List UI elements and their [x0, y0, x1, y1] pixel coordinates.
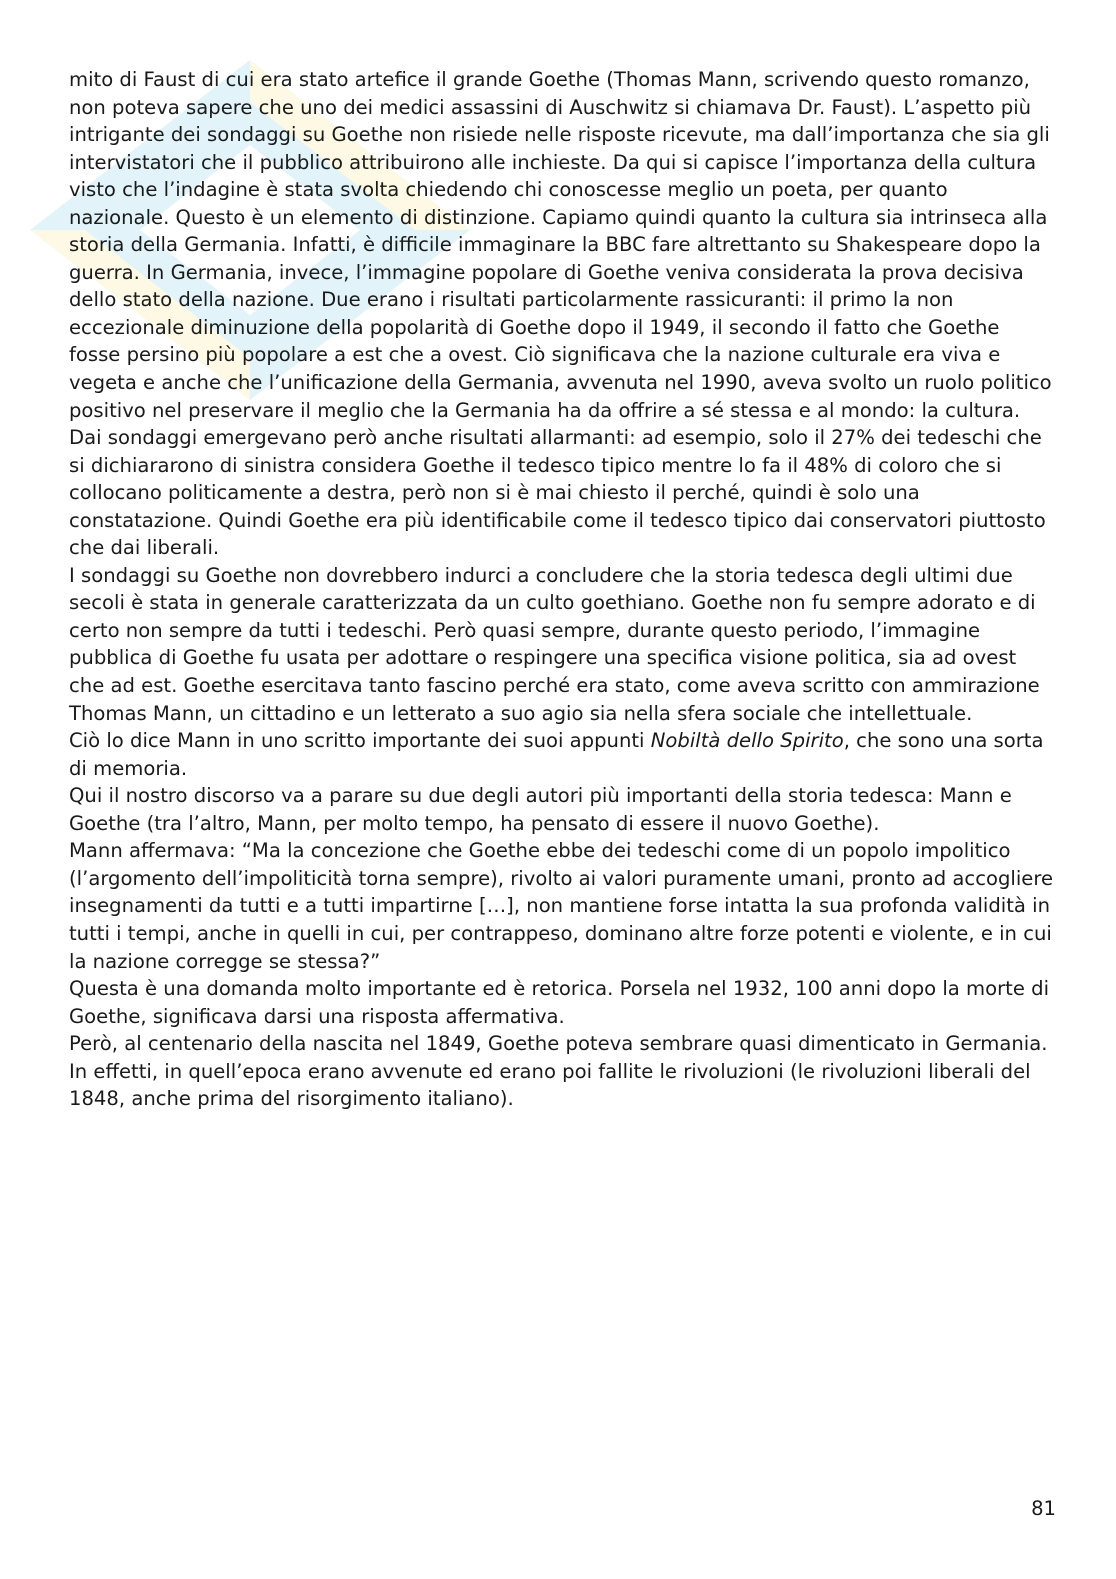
paragraph-text: Mann affermava: “Ma la concezione che Goethe ebbe dei tedeschi come di un popolo impolitico (l’argomento dell’impoliticità torna sempre), rivolto ai valori puramente umani, pronto ad accogliere insegnamenti da tutti e a tutti impartirne […], non mantiene forse intatta la sua profonda validità in tutti i tempi, anche in quelli in cui, per contrappeso, dominano altre forze potenti e violente, e in cui la nazione corregge se stessa?”: [69, 839, 1054, 973]
paragraph-revolutions: [69, 1058, 1054, 1113]
paragraph-text: Qui il nostro discorso va a parare su due degli autori più importanti della storia tedesca: Mann e Goethe (tra l’altro, Mann, per molto tempo, ha pensato di essere il nuovo Goethe).: [69, 784, 1012, 835]
paragraph-text: I sondaggi su Goethe non dovrebbero indurci a concludere che la storia tedesca degli ultimi due secoli è stata in generale caratterizzata da un culto goethiano. Goethe non fu sempre adorato e di certo non sempre da tutti i tedeschi. Però quasi sempre, durante questo periodo, l’immagine pubblica di Goethe fu usata per adottare o respingere una specifica visione politica, sia ad ovest che ad est. Goethe esercitava tanto fascino perché era stato, come aveva scritto con ammirazione Thomas Mann, un cittadino e un letterato a suo agio sia nella sfera sociale che intellettuale.: [69, 563, 1040, 725]
paragraph-mann-notes: [69, 727, 1054, 782]
book-title-italic: Nobiltà dello Spirito: [650, 729, 844, 753]
paragraph-text: Questa è una domanda molto importante ed è retorica. Porsela nel 1932, 100 anni dopo la morte di Goethe, significava darsi una risposta affermativa.: [69, 977, 1050, 1028]
paragraph-mann-goethe: [69, 782, 1054, 837]
text-body: [69, 66, 1054, 1113]
paragraph-text: In effetti, in quell’epoca erano avvenute ed erano poi fallite le rivoluzioni (le rivoluzioni liberali del 1848, anche prima del risorgimento italiano).: [69, 1059, 1031, 1111]
paragraph-text: Ciò lo dice Mann in uno scritto importante dei suoi appunti: [69, 729, 651, 753]
paragraph-text: Però, al centenario della nascita nel 1849, Goethe poteva sembrare quasi dimenticato in Germania.: [69, 1032, 1048, 1056]
paragraph-mann-quote: [69, 837, 1054, 975]
paragraph-text: mito di Faust di cui era stato artefice il grande Goethe (Thomas Mann, scrivendo questo romanzo, non poteva sapere che uno dei medici assassini di Auschwitz si chiamava Dr. Faust). L’aspetto più intrigante dei sondaggi su Goethe non risiede nelle risposte ricevute, ma dall’importanza che sia gli intervistatori che il pubblico attribuirono alle inchieste. Da qui si capisce l’importanza della cultura visto che l’indagine è stata svolta chiedendo chi conoscesse meglio un poeta, per quanto nazionale. Questo è un elemento di distinzione. Capiamo quindi quanto la cultura sia intrinseca alla storia della Germania. Infatti, è difficile immaginare la BBC fare altrettanto su Shakespeare dopo la guerra. In Germania, invece, l’immagine popolare di Goethe veniva considerata la prova decisiva dello stato della nazione. Due erano i risultati particolarmente rassicuranti: il primo la non eccezionale diminuzione della popolarità di Goethe dopo il 1949, il secondo il fatto che Goethe fosse persino più popolare a est che a ovest. Ciò significava che la nazione culturale era viva e vegeta e anche che l’unificazione della Germania, avvenuta nel 1990, aveva svolto un ruolo politico positivo nel preservare il meglio che la Germania ha da offrire a sé stessa e al mondo: la cultura. Dai sondaggi emergevano però anche risultati allarmanti: ad esempio, solo il 27% dei tedeschi che si dichiararono di sinistra considera Goethe il tedesco tipico mentre lo fa il 48% di coloro che si collocano politicamente a destra, però non si è mai chiesto il perché, quindi è solo una constatazione. Quindi Goethe era più identificabile come il tedesco tipico dai conservatori piuttosto che dai liberali.: [69, 68, 1052, 560]
paragraph-goethe-polls: [69, 66, 1054, 562]
paragraph-text: , che sono una sorta di memoria.: [69, 729, 1044, 780]
paragraph-goethe-cult: [69, 562, 1054, 727]
paragraph-centenary: [69, 1030, 1054, 1058]
paragraph-rhetorical-question: [69, 975, 1054, 1030]
page-number: 81: [1031, 1497, 1056, 1520]
